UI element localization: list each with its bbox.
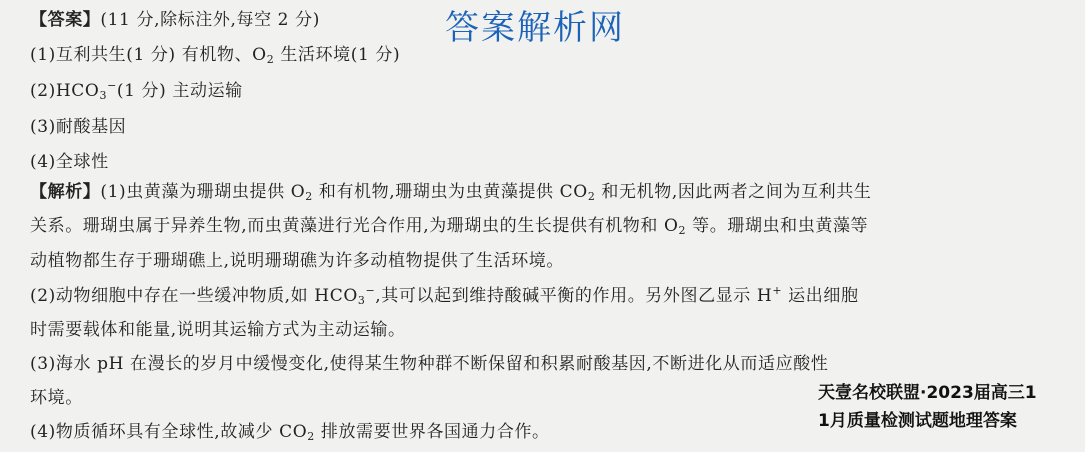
analysis-p1-line1: 【解析】(1)虫黄藻为珊瑚虫提供 $O_2$ 和有机物,珊瑚虫为虫黄藻提供 $CO_2$ 和无机物,因此两者之间为互利共生 xyxy=(30,182,872,203)
exam-source-stamp xyxy=(818,379,1037,435)
analysis-p4: (4)物质循环具有全球性,故减少 $CO_2$ 排放需要世界各国通力合作。 xyxy=(30,422,550,443)
stamp-line-1: 天壹名校联盟·2023届高三1 xyxy=(818,383,1037,403)
site-watermark-title: 答案解析网 xyxy=(445,8,625,48)
analysis-p1-line3: 动植物都生存于珊瑚礁上,说明珊瑚礁为许多动植物提供了生活环境。 xyxy=(30,251,565,271)
analysis-heading: 【解析】 xyxy=(30,182,101,202)
answer-header-line xyxy=(30,9,320,31)
analysis-p1-line2: 关系。珊瑚虫属于异养生物,而虫黄藻进行光合作用,为珊瑚虫的生长提供有机物和 $O_2$ 等。珊瑚虫和虫黄藻等 xyxy=(30,216,869,237)
answer-q3: (3)耐酸基因 xyxy=(30,117,127,137)
answer-score-note: (11 分,除标注外,每空 2 分) xyxy=(100,10,320,30)
answer-heading: 【答案】 xyxy=(30,10,101,30)
analysis-p2-line1: (2)动物细胞中存在一些缓冲物质,如 $HCO_3^-$,其可以起到维持酸碱平衡的作用。另外图乙显示 H+ 运出细胞 xyxy=(30,284,859,307)
answer-q1: (1)互利共生(1 分) 有机物、$O_2$ 生活环境(1 分) xyxy=(30,45,401,66)
answer-q4: (4)全球性 xyxy=(30,152,109,172)
stamp-line-2: 1月质量检测试题地理答案 xyxy=(818,411,1017,431)
analysis-p3-line1: (3)海水 pH 在漫长的岁月中缓慢变化,使得某生物种群不断保留和积累耐酸基因,不断进化从而适应酸性 xyxy=(30,354,829,374)
analysis-p2-line2: 时需要载体和能量,说明其运输方式为主动运输。 xyxy=(30,320,406,340)
answer-q2: $(2)HCO_3^-(1$ 分) 主动运输 xyxy=(30,79,243,102)
analysis-p3-line2: 环境。 xyxy=(30,388,83,408)
